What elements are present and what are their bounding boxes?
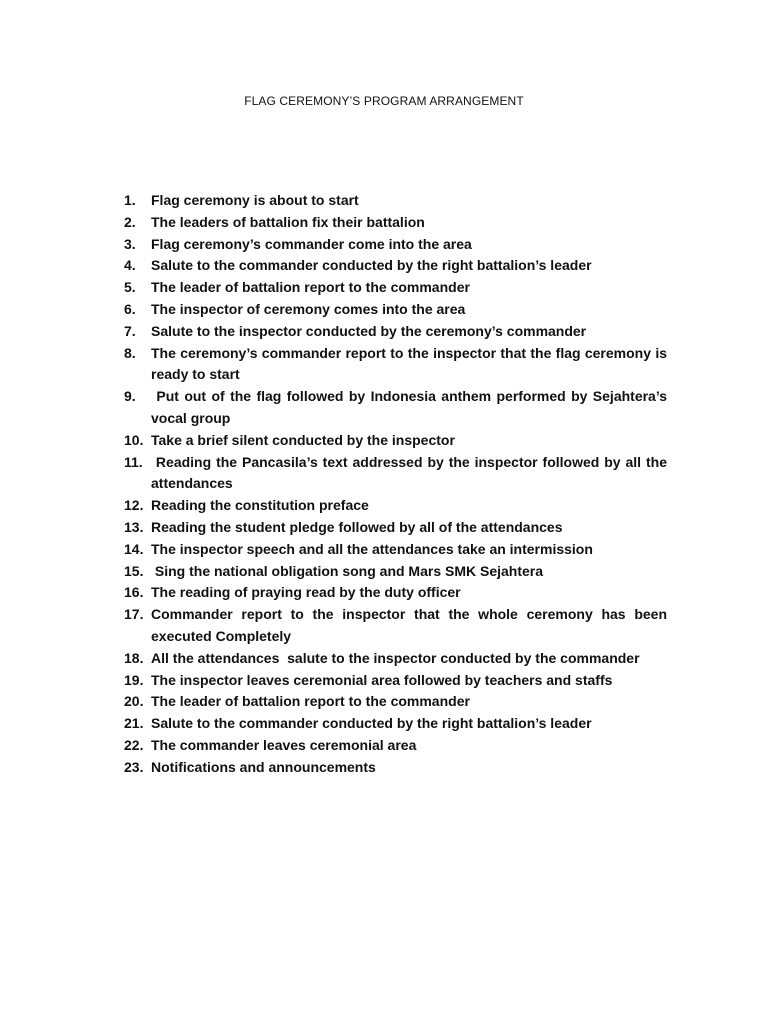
item-number: 2. xyxy=(124,213,136,230)
program-item xyxy=(124,343,671,387)
program-item xyxy=(124,234,667,256)
program-item xyxy=(124,190,667,212)
program-item xyxy=(124,212,667,234)
item-text: The inspector of ceremony comes into the area xyxy=(151,300,466,317)
item-text: Sing the national obligation song and Mars SMK Sejahtera xyxy=(151,562,544,579)
item-number: 16. xyxy=(124,584,144,601)
item-text: Notifications and announcements xyxy=(151,758,376,775)
item-number: 21. xyxy=(124,715,144,732)
program-item xyxy=(124,561,667,583)
item-number: 18. xyxy=(124,649,144,666)
program-item xyxy=(124,255,667,277)
item-number: 5. xyxy=(124,279,136,296)
item-text: Salute to the commander conducted by the right battalion’s leader xyxy=(151,715,592,732)
program-item xyxy=(124,321,667,343)
item-number: 6. xyxy=(124,300,136,317)
item-number: 22. xyxy=(124,736,144,753)
program-item xyxy=(124,430,667,452)
item-text: Salute to the inspector conducted by the ceremony’s commander xyxy=(151,322,587,339)
item-number: 11. xyxy=(124,453,143,470)
program-list xyxy=(124,190,671,779)
program-item xyxy=(124,452,671,496)
item-text: The ceremony’s commander report to the inspector that the flag ceremony is ready to start xyxy=(151,344,671,383)
program-item xyxy=(124,539,667,561)
item-number: 1. xyxy=(124,192,136,208)
program-item xyxy=(124,604,671,648)
item-text: The inspector speech and all the attendances take an intermission xyxy=(151,540,593,557)
item-text: Reading the Pancasila’s text addressed by the inspector followed by all the attendances xyxy=(151,453,671,492)
item-number: 15. xyxy=(124,562,144,579)
item-number: 7. xyxy=(124,322,136,339)
item-number: 12. xyxy=(124,497,144,514)
item-number: 17. xyxy=(124,606,144,623)
item-text: The leaders of battalion fix their battalion xyxy=(151,213,425,230)
document-title: FLAG CEREMONY’S PROGRAM ARRANGEMENT xyxy=(244,94,524,108)
item-text: Flag ceremony is about to start xyxy=(151,192,359,208)
item-number: 19. xyxy=(124,671,144,688)
item-text: Put out of the flag followed by Indonesia anthem performed by Sejahtera’s vocal group xyxy=(151,388,671,426)
item-number: 4. xyxy=(124,257,136,274)
program-item xyxy=(124,757,667,779)
program-item xyxy=(124,386,671,430)
program-item xyxy=(124,495,667,517)
program-item xyxy=(124,299,667,321)
item-text: Reading the student pledge followed by all of the attendances xyxy=(151,518,563,535)
program-item xyxy=(124,713,667,735)
item-number: 10. xyxy=(124,431,144,448)
program-item xyxy=(124,277,667,299)
program-item xyxy=(124,735,667,757)
program-item xyxy=(124,670,667,692)
program-item xyxy=(124,582,667,604)
item-number: 13. xyxy=(124,518,144,535)
item-text: Commander report to the inspector that the whole ceremony has been executed Completely xyxy=(151,606,671,644)
item-text: The reading of praying read by the duty officer xyxy=(151,584,461,601)
item-text: All the attendances salute to the inspector conducted by the commander xyxy=(151,649,640,666)
item-number: 23. xyxy=(124,758,144,775)
program-item xyxy=(124,517,667,539)
item-text: The leader of battalion report to the commander xyxy=(151,693,470,710)
item-text: Reading the constitution preface xyxy=(151,497,369,514)
item-number: 20. xyxy=(124,693,144,710)
item-text: Take a brief silent conducted by the inspector xyxy=(151,431,455,448)
item-text: Flag ceremony’s commander come into the area xyxy=(151,235,472,252)
item-text: The leader of battalion report to the commander xyxy=(151,279,470,296)
item-text: Salute to the commander conducted by the right battalion’s leader xyxy=(151,257,592,274)
item-text: The inspector leaves ceremonial area followed by teachers and staffs xyxy=(151,671,613,688)
item-number: 3. xyxy=(124,235,136,252)
item-text: The commander leaves ceremonial area xyxy=(151,736,417,753)
item-number: 9. xyxy=(124,388,136,405)
item-number: 14. xyxy=(124,540,144,557)
item-number: 8. xyxy=(124,344,136,361)
program-item xyxy=(124,648,667,670)
program-item xyxy=(124,691,667,713)
